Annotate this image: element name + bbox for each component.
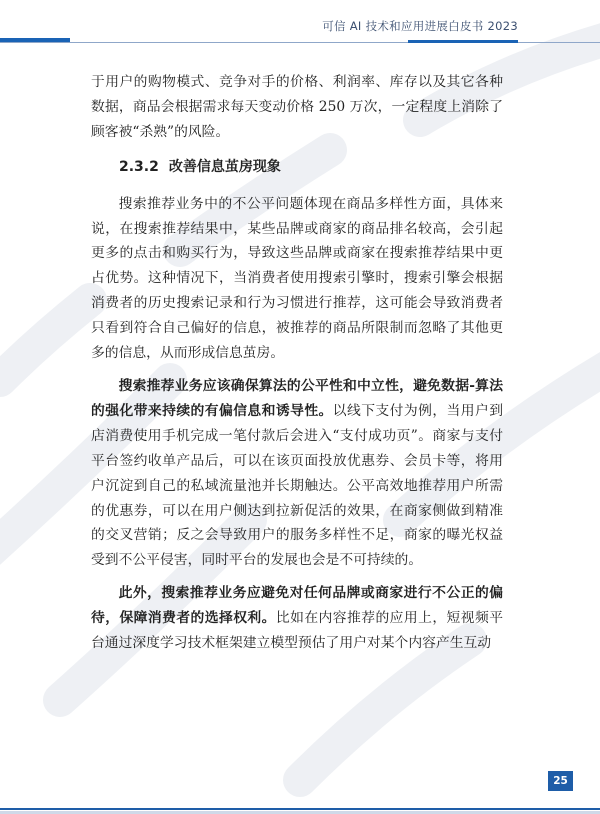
paragraph-fairness-bold: 搜索推荐业务应该确保算法的公平性和中立性，避免数据-算法的强化带来持续的有偏信息和诱导性。 <box>91 377 503 419</box>
paragraph-continuation: 于用户的购物模式、竞争对手的价格、利润率、库存以及其它各种数据，商品会根据需求每天变动价格 250 万次，一定程度上消除了顾客被“杀熟”的风险。 <box>91 74 503 140</box>
page-number: 25 <box>548 771 573 791</box>
paragraph-consumer-choice <box>91 581 503 656</box>
section-number: 2.3.2 <box>119 158 159 175</box>
footer-stripes <box>0 808 600 814</box>
paragraph-consumer-choice-body: 比如在内容推荐的应用上，短视频平台通过深度学习技术框架建立模型预估了用户对某个内容产生互动 <box>91 610 504 652</box>
header-title-underline <box>408 40 518 43</box>
section-heading <box>119 155 503 180</box>
paragraph-filter-bubble: 搜索推荐业务中的不公平问题体现在商品多样性方面，具体来说，在搜索推荐结果中，某些品牌或商家的商品排名较高，会引起更多的点击和购买行为，导致这些品牌或商家在搜索推荐结果中更占优势。这种情况下，当消费者使用搜索引擎时，搜索引擎会根据消费者的历史搜索记录和行为习惯进行推荐，这可能会导致消费者只看到符合自己偏好的信息，被推荐的商品所限制而忽略了其他更多的信息，从而形成信息茧房。 <box>91 195 503 362</box>
section-title: 改善信息茧房现象 <box>168 158 281 175</box>
paragraph-consumer-choice-bold: 此外，搜索推荐业务应避免对任何品牌或商家进行不公正的偏待，保障消费者的选择权利。 <box>91 585 503 627</box>
paragraph-fairness <box>91 374 503 573</box>
header-title: 可信 AI 技术和应用进展白皮书 2023 <box>322 19 518 33</box>
paragraph-fairness-body: 以线下支付为例，当用户到店消费使用手机完成一笔付款后会进入“支付成功页”。商家与支付平台签约收单产品后，可以在该页面投放优惠券、会员卡等，将用户沉淀到自己的私域流量池并长期触达。公平高效地推荐用户所需的优惠券，可以在用户侧达到拉新促活的效果，在商家侧做到精准的交叉营销；反之会导致用户的服务多样性不足，商家的曝光权益受到不公平侵害，同时平台的发展也会是不可持续的。 <box>91 402 503 569</box>
page-body <box>91 70 503 664</box>
